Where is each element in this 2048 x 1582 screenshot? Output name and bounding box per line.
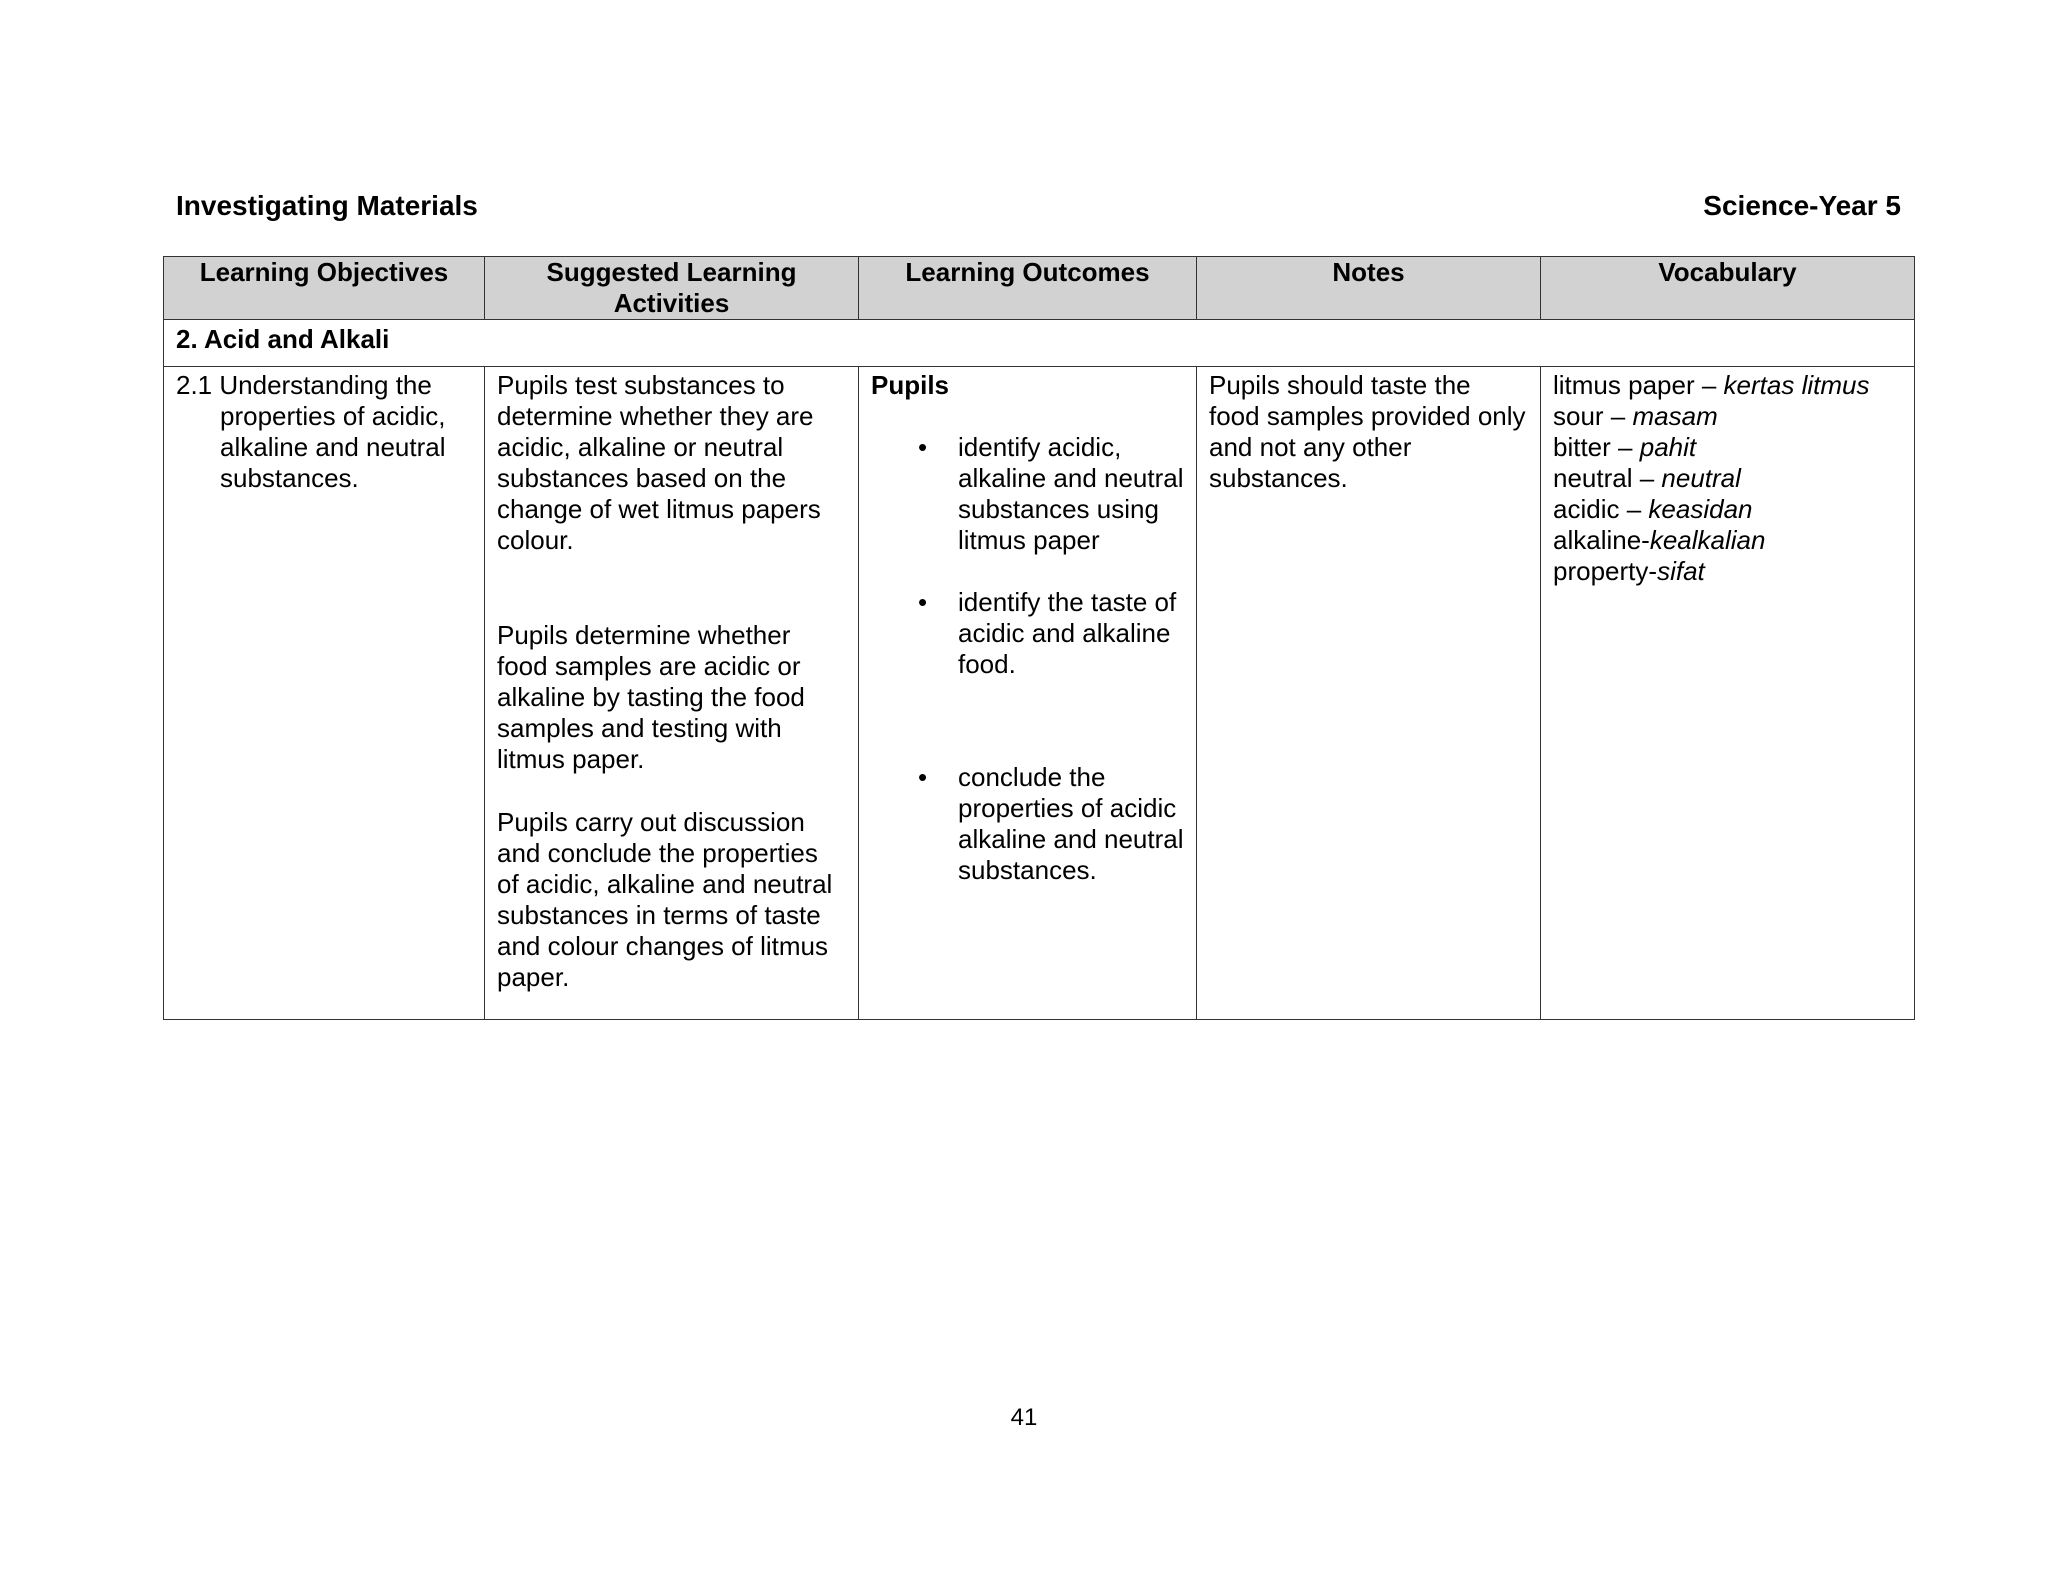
notes-text: Pupils should taste the food samples provided only and not any other substances. <box>1209 370 1526 493</box>
vocabulary-item: neutral – neutral <box>1553 463 1741 493</box>
page-number: 41 <box>1010 1404 1038 1431</box>
vocabulary-item: bitter – pahit <box>1553 432 1697 462</box>
learning-objective: 2.1 Understanding the properties of acidic, alkaline and neutral substances. <box>176 370 446 493</box>
subject-year: Science-Year 5 <box>1703 190 1901 221</box>
page-header <box>176 190 1901 222</box>
outcome-1: • identify acidic, alkaline and neutral substances using litmus paper <box>871 432 1184 556</box>
table-header-row <box>164 257 1915 320</box>
section-title: 2. Acid and Alkali <box>164 320 1915 367</box>
column-header-suggested-activities: Suggested Learning Activities <box>485 257 859 320</box>
vocabulary-item: acidic – keasidan <box>1553 494 1753 524</box>
outcomes-heading: Pupils <box>871 370 950 400</box>
activity-3: Pupils carry out discussion and conclude the properties of acidic, alkaline and neutral substances in terms of taste and colour changes of litmus paper. <box>497 807 833 992</box>
outcomes-cell <box>859 367 1197 1020</box>
outcome-2: • identify the taste of acidic and alkaline food. <box>871 587 1184 680</box>
section-row <box>164 320 1915 367</box>
column-header-learning-objectives: Learning Objectives <box>164 257 485 320</box>
vocabulary-item: sour – masam <box>1553 401 1718 431</box>
column-header-notes: Notes <box>1197 257 1541 320</box>
syllabus-table <box>163 256 1915 1020</box>
notes-cell <box>1197 367 1541 1020</box>
activity-1: Pupils test substances to determine whether they are acidic, alkaline or neutral substances based on the change of wet litmus papers colour. <box>497 370 821 555</box>
vocabulary-item: alkaline-kealkalian <box>1553 525 1766 555</box>
outcome-3: • conclude the properties of acidic alkaline and neutral substances. <box>871 762 1184 886</box>
column-header-learning-outcomes: Learning Outcomes <box>859 257 1197 320</box>
vocabulary-cell <box>1541 367 1915 1020</box>
vocabulary-item: property-sifat <box>1553 556 1705 586</box>
outcomes-list <box>871 432 1184 886</box>
table-row <box>164 367 1915 1020</box>
column-header-vocabulary: Vocabulary <box>1541 257 1915 320</box>
activities-cell <box>485 367 859 1020</box>
activity-2: Pupils determine whether food samples are acidic or alkaline by tasting the food samples and testing with litmus paper. <box>497 620 805 774</box>
chapter-title: Investigating Materials <box>176 190 478 221</box>
objective-cell <box>164 367 485 1020</box>
vocabulary-item: litmus paper – kertas litmus <box>1553 370 1870 400</box>
